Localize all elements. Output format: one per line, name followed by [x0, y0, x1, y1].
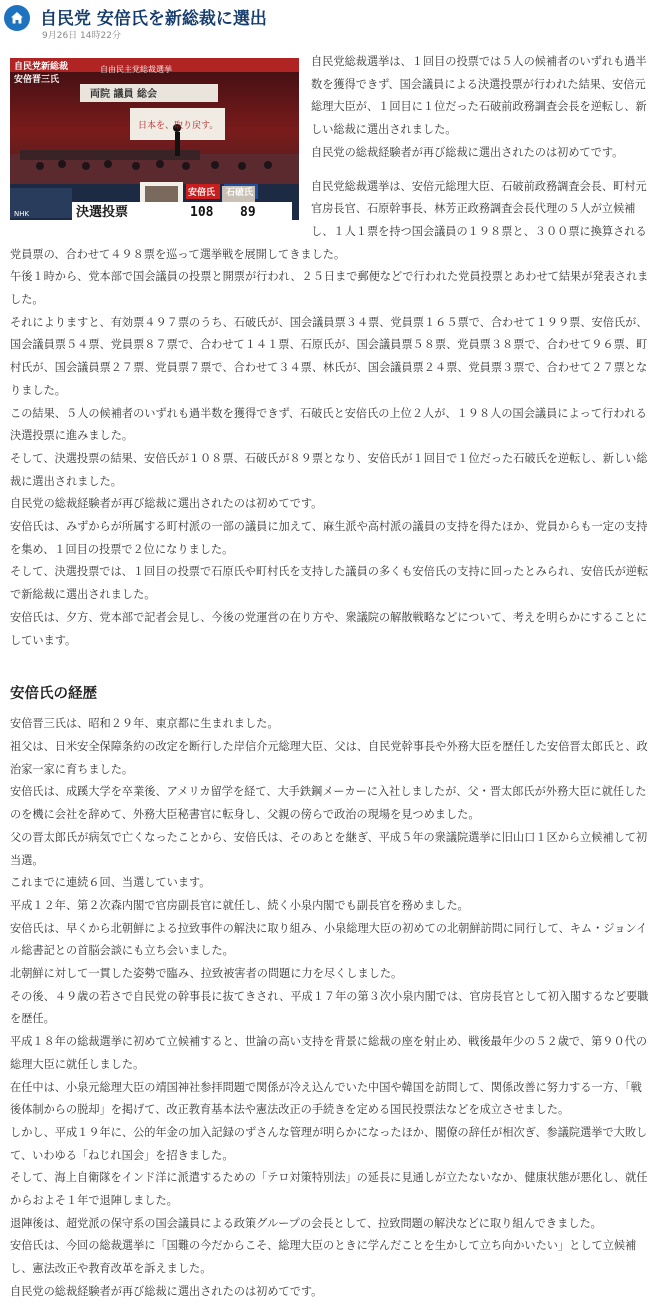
house-glyph	[9, 10, 25, 26]
home-icon[interactable]	[4, 5, 30, 31]
photo-banner-2: 安倍晋三氏	[14, 75, 60, 85]
article-body	[0, 51, 662, 1304]
article-paragraph-main: 自民党総裁選挙は、安倍元総理大臣、石破前政務調査会長、町村元官房長官、石原幹事長、林芳正政務調査会長代理の５人が立候補し、１人１票を持つ国会議員の１９８票と、３００票に換算される党員票の、合わせて４９８票を巡って選挙戦を展開してきました。 午後１時から、党本部で国会議員の投票と開票が行われ、２５日まで郵便などで行われた党員投票とあわせて結果が発表されました。 それによりますと、有効票４９７票のうち、石破氏が、国会議員票３４票、党員票１６５票で、合わせて１９９票、安倍氏が、国会議員票５４票、党員票８７票で、合わせて１４１票、石原氏が、国会議員票５８票、党員票３８票で、合わせて９６票、町村氏が、国会議員票２７票、党員票７票で、合わせて３４票、林氏が、国会議員票２４票、党員票３票で、合わせて２７票となりました。 この結果、５人の候補者のいずれも過半数を獲得できず、石破氏と安倍氏の上位２人が、１９８人の国会議員によって行われる決選投票に進みました。 そして、決選投票の結果、安倍氏が１０８票、石破氏が８９票となり、安倍氏が１回目で１位だった石破氏を逆転し、新しい総裁に選出されました。 自民党の総裁経験者が再び総裁に選出されたのは初めてです。 安倍氏は、みずからが所属する町村派の一部の議員に加えて、麻生派や高村派の議員の支持を得たほか、党員からも一定の支持を集め、１回目の投票で２位になりました。 そして、決選投票では、１回目の投票で石原氏や町村氏を支持した議員の多くも安倍氏の支持に回ったとみられ、安倍氏が逆転で新総裁に選出されました。 安倍氏は、夕方、党本部で記者会見し、今後の党運営の在り方や、衆議院の解散戦略などについて、考えを明らかにすることにしています。	[10, 179, 649, 647]
vote-name-abe: 安倍氏	[188, 188, 216, 198]
vote-name-ishiba: 石破氏	[226, 188, 254, 198]
vote-label: 決選投票	[76, 205, 129, 220]
nhk-logo: NHK	[14, 210, 30, 218]
news-photo	[10, 58, 299, 220]
stage-title: 自由民主党総裁選挙	[100, 65, 172, 74]
stage-slogan: 日本を、取り戻す。	[138, 121, 219, 131]
stage-sign: 両院 議員 総会	[90, 89, 157, 100]
section-heading-profile: 安倍氏の経歴	[10, 686, 97, 703]
article-date: 9月26日 14時22分	[42, 31, 121, 41]
photo-banner-1: 自民党新総裁	[14, 62, 69, 72]
article-paragraph-lead: 自民党総裁選挙は、１回目の投票では５人の候補者のいずれも過半数を獲得できず、国会議員による決選投票が行われた結果、安倍元総理大臣が、１回目に１位だった石破前政務調査会長を逆転し、新しい総裁に選出されました。 自民党の総裁経験者が再び総裁に選出されたのは初めてです。	[311, 55, 647, 159]
article-title: 自民党 安倍氏を新総裁に選出	[40, 9, 267, 29]
vote-count-ishiba: 89	[240, 205, 256, 220]
vote-count-abe: 108	[190, 205, 214, 220]
photo-scene	[10, 58, 299, 220]
article-header	[0, 0, 662, 42]
article-paragraph-profile: 安倍晋三氏は、昭和２９年、東京都に生まれました。 祖父は、日米安全保障条約の改定を断行した岸信介元総理大臣、父は、自民党幹事長や外務大臣を歴任した安倍晋太郎氏と、政治家一家に育ちました。 安倍氏は、成蹊大学を卒業後、アメリカ留学を経て、大手鉄鋼メーカーに入社しましたが、父・晋太郎氏が外務大臣に就任したのを機に会社を辞めて、外務大臣秘書官に転身し、父親の傍らで政治の現場を見つめました。 父の晋太郎氏が病気で亡くなったことから、安倍氏は、そのあとを継ぎ、平成５年の衆議院選挙に旧山口１区から立候補して初当選。 これまでに連続６回、当選しています。 平成１２年、第２次森内閣で官房副長官に就任し、続く小泉内閣でも副長官を務めました。 安倍氏は、早くから北朝鮮による拉致事件の解決に取り組み、小泉総理大臣の初めての北朝鮮訪問に同行して、キム・ジョンイル総書記との首脳会談にも立ち会いました。 北朝鮮に対して一貫した姿勢で臨み、拉致被害者の問題に力を尽くしました。 その後、４９歳の若さで自民党の幹事長に抜てきされ、平成１７年の第３次小泉内閣では、官房長官として初入閣するなど要職を歴任。 平成１８年の総裁選挙に初めて立候補すると、世論の高い支持を背景に総裁の座を射止め、戦後最年少の５２歳で、第９０代の総理大臣に就任しました。 在任中は、小泉元総理大臣の靖国神社参拝問題で関係が冷え込んでいた中国や韓国を訪問して、関係改善に努力する一方、「戦後体制からの脱却」を掲げて、改正教育基本法や憲法改正の手続きを定める国民投票法などを成立させました。 しかし、平成１９年に、公的年金の加入記録のずさんな管理が明らかになったほか、閣僚の辞任が相次ぎ、参議院選挙で大敗して、いわゆる「ねじれ国会」を招きました。 そして、海上自衛隊をインド洋に派遣するための「テロ対策特別法」の延長に見通しが立たないなか、健康状態が悪化し、就任からおよそ１年で退陣しました。 退陣後は、超党派の保守系の国会議員による政策グループの会長として、拉致問題の解決などに取り組んできました。 安倍氏は、今回の総裁選挙に「国難の今だからこそ、総理大臣のときに学んだことを生かして立ち向かいたい」として立候補し、憲法改正や教育改革を訴えました。 自民党の総裁経験者が再び総裁に選出されたのは初めてです。	[10, 717, 649, 1298]
